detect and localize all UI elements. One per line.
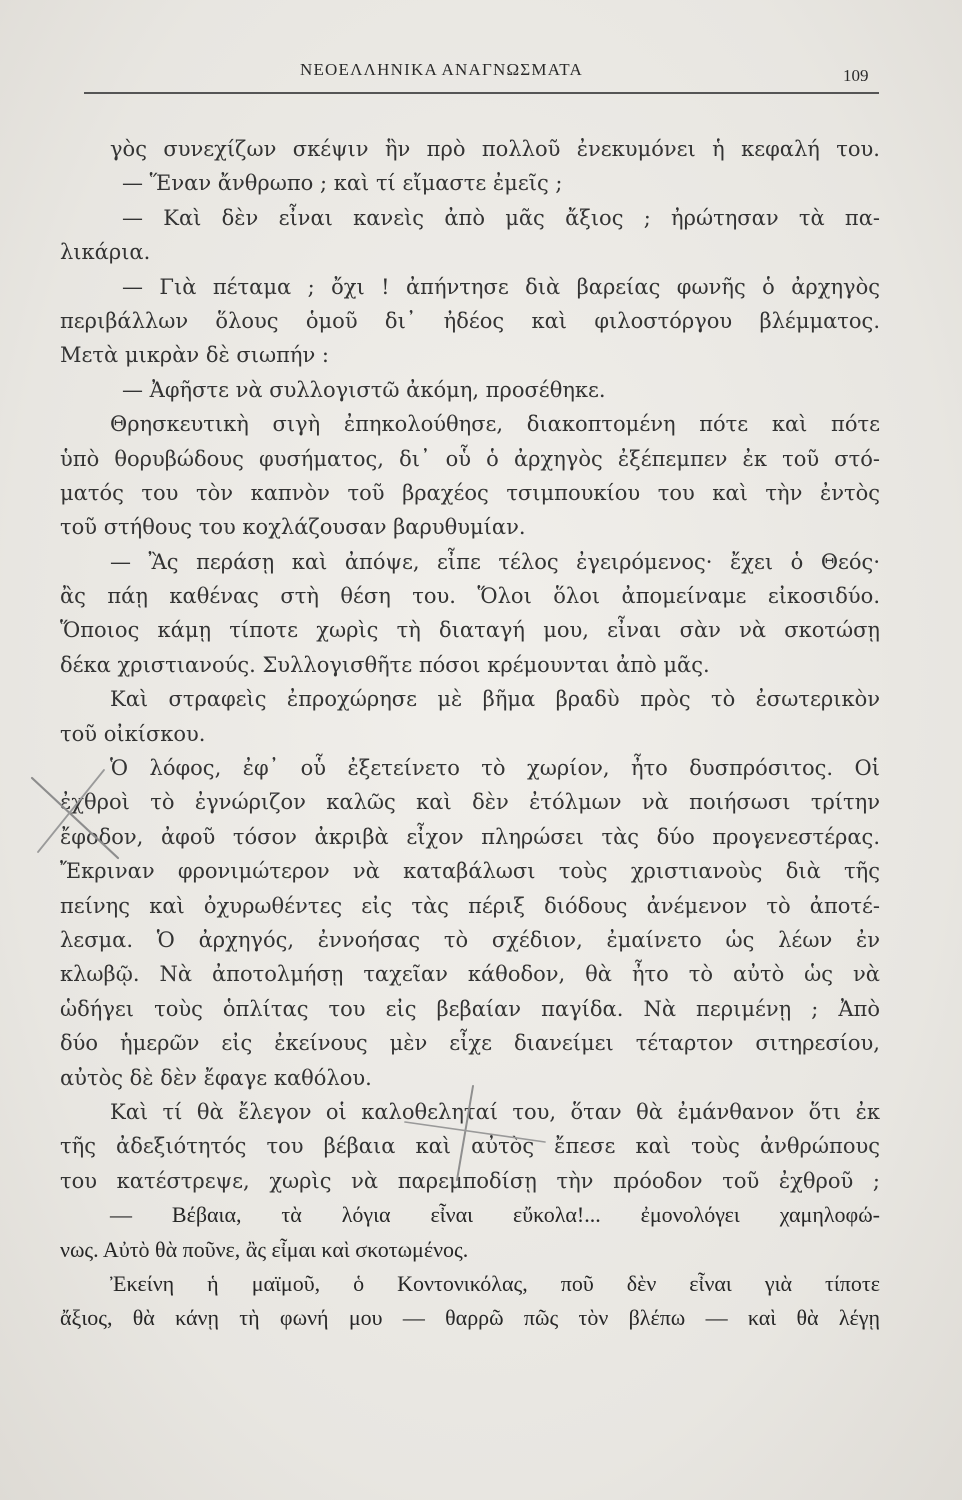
text-line: — Καὶ δὲν εἶναι κανεὶς ἀπὸ μᾶς ἄξιος ; ἠρώτησαν τὰ πα-	[122, 205, 880, 230]
text-line: Ἔκριναν φρονιμώτερον νὰ καταβάλωσι τοὺς χριστιανοὺς διὰ τῆς	[60, 859, 880, 884]
text-line: ἐχθροὶ τὸ ἐγνώριζον καλῶς καὶ δὲν ἐτόλμων νὰ ποιήσωσι τρίτην	[60, 790, 880, 815]
text-line: Καὶ τί θὰ ἔλεγον οἱ καλοθεληταί του, ὅταν θὰ ἐμάνθανον ὅτι ἐκ	[110, 1099, 880, 1124]
text-line: ἂς πάῃ καθένας στὴ θέση του. Ὅλοι ὅλοι ἀπομείναμε εἰκοσιδύο.	[60, 584, 880, 609]
text-line: ὑπὸ θορυβώδους φυσήματος, δι᾽ οὗ ὁ ἀρχηγὸς ἐξέπεμπεν ἐκ τοῦ στό-	[60, 446, 880, 471]
text-line: ἔφοδον, ἀφοῦ τόσον ἀκριβὰ εἶχον πληρώσει τὰς δύο προγενεστέρας.	[60, 824, 880, 849]
text-line: — Ἀφῆστε νὰ συλλογιστῶ ἀκόμη, προσέθηκε.	[122, 377, 606, 402]
text-line: Ὅποιος κάμῃ τίποτε χωρὶς τὴ διαταγή μου, εἶναι σὰν νὰ σκοτώσῃ	[60, 618, 880, 643]
text-line: τοῦ στήθους του κοχλάζουσαν βαρυθυμίαν.	[60, 515, 526, 540]
text-line: — Βέβαια, τὰ λόγια εἶναι εὔκολα!... ἐμονολόγει χαμηλοφώ-	[110, 1202, 880, 1228]
text-line: δύο ἡμερῶν εἰς ἐκείνους μὲν εἶχε διανείμει τέταρτον σιτηρεσίου,	[60, 1031, 880, 1056]
text-line: του κατέστρεψε, χωρὶς νὰ παρεμποδίσῃ τὴν πρόοδον τοῦ ἐχθροῦ ;	[60, 1168, 880, 1193]
text-line: Θρησκευτικὴ σιγὴ ἐπηκολούθησε, διακοπτομένη πότε καὶ πότε	[110, 412, 880, 437]
running-title: ΝΕΟΕΛΛΗΝΙΚΑ ΑΝΑΓΝΩΣΜΑΤΑ	[300, 60, 584, 79]
text-line: ὡδήγει τοὺς ὁπλίτας του εἰς βεβαίαν παγίδα. Νὰ περιμένῃ ; Ἀπὸ	[60, 996, 880, 1021]
text-line: Μετὰ μικρὰν δὲ σιωπήν :	[60, 343, 330, 368]
text-line: Καὶ στραφεὶς ἐπροχώρησε μὲ βῆμα βραδὺ πρὸς τὸ ἐσωτερικὸν	[110, 687, 880, 712]
body-text	[60, 132, 880, 1336]
text-line: γὸς συνεχίζων σκέψιν ἣν πρὸ πολλοῦ ἐνεκυμόνει ἡ κεφαλή του.	[110, 137, 880, 161]
page-header	[0, 58, 962, 98]
page-number: 109	[843, 66, 869, 85]
text-line: τῆς ἀδεξιότητός του βέβαια καὶ αὐτὸς ἔπεσε καὶ τοὺς ἀνθρώπους	[60, 1134, 880, 1159]
text-line: περιβάλλων ὅλους ὁμοῦ δι᾽ ἠδέος καὶ φιλοστόργου βλέμματος.	[60, 308, 880, 333]
text-line: κλωβῷ. Νὰ ἀποτολμήσῃ ταχεῖαν κάθοδον, θὰ ἦτο τὸ αὐτὸ ὡς νὰ	[60, 962, 880, 987]
text-line: νως. Αὐτὸ θὰ ποῦνε, ἂς εἶμαι καὶ σκοτωμένος.	[60, 1236, 469, 1262]
text-line: Ἐκείνη ἡ μαϊμοῦ, ὁ Κοντονικόλας, ποῦ δὲν εἶναι γιὰ τίποτε	[110, 1270, 880, 1296]
header-rule	[84, 92, 879, 94]
text-line: — Γιὰ πέταμα ; ὄχι ! ἀπήντησε διὰ βαρείας φωνῆς ὁ ἀρχηγὸς	[122, 274, 880, 299]
text-line: λικάρια.	[60, 240, 151, 265]
text-line: — Ἂς περάσῃ καὶ ἀπόψε, εἶπε τέλος ἐγειρόμενος· ἔχει ὁ Θεός·	[110, 549, 880, 574]
text-line: — Ἕναν ἄνθρωπο ; καὶ τί εἴμαστε ἐμεῖς ;	[122, 171, 563, 196]
text-line: ἄξιος, θὰ κάνῃ τὴ φωνή μου — θαρρῶ πῶς τὸν βλέπω — καὶ θὰ λέγῃ	[60, 1305, 880, 1331]
text-line: δέκα χριστιανούς. Συλλογισθῆτε πόσοι κρέμουνται ἀπὸ μᾶς.	[60, 652, 710, 677]
text-line: ματός του τὸν καπνὸν τοῦ βραχέος τσιμπουκίου του καὶ τὴν ἐντὸς	[60, 480, 880, 505]
text-line: αὐτὸς δὲ δὲν ἔφαγε καθόλου.	[60, 1065, 372, 1090]
text-line: τοῦ οἰκίσκου.	[60, 721, 206, 746]
text-line: πείνης καὶ ὀχυρωθέντες εἰς τὰς πέριξ διόδους ἀνέμενον τὸ ἀποτέ-	[60, 893, 880, 918]
text-line: Ὁ λόφος, ἐφ᾽ οὗ ἐξετείνετο τὸ χωρίον, ἦτο δυσπρόσιτος. Οἱ	[110, 756, 880, 781]
text-line: λεσμα. Ὁ ἀρχηγός, ἐννοήσας τὸ σχέδιον, ἐμαίνετο ὡς λέων ἐν	[60, 927, 880, 952]
